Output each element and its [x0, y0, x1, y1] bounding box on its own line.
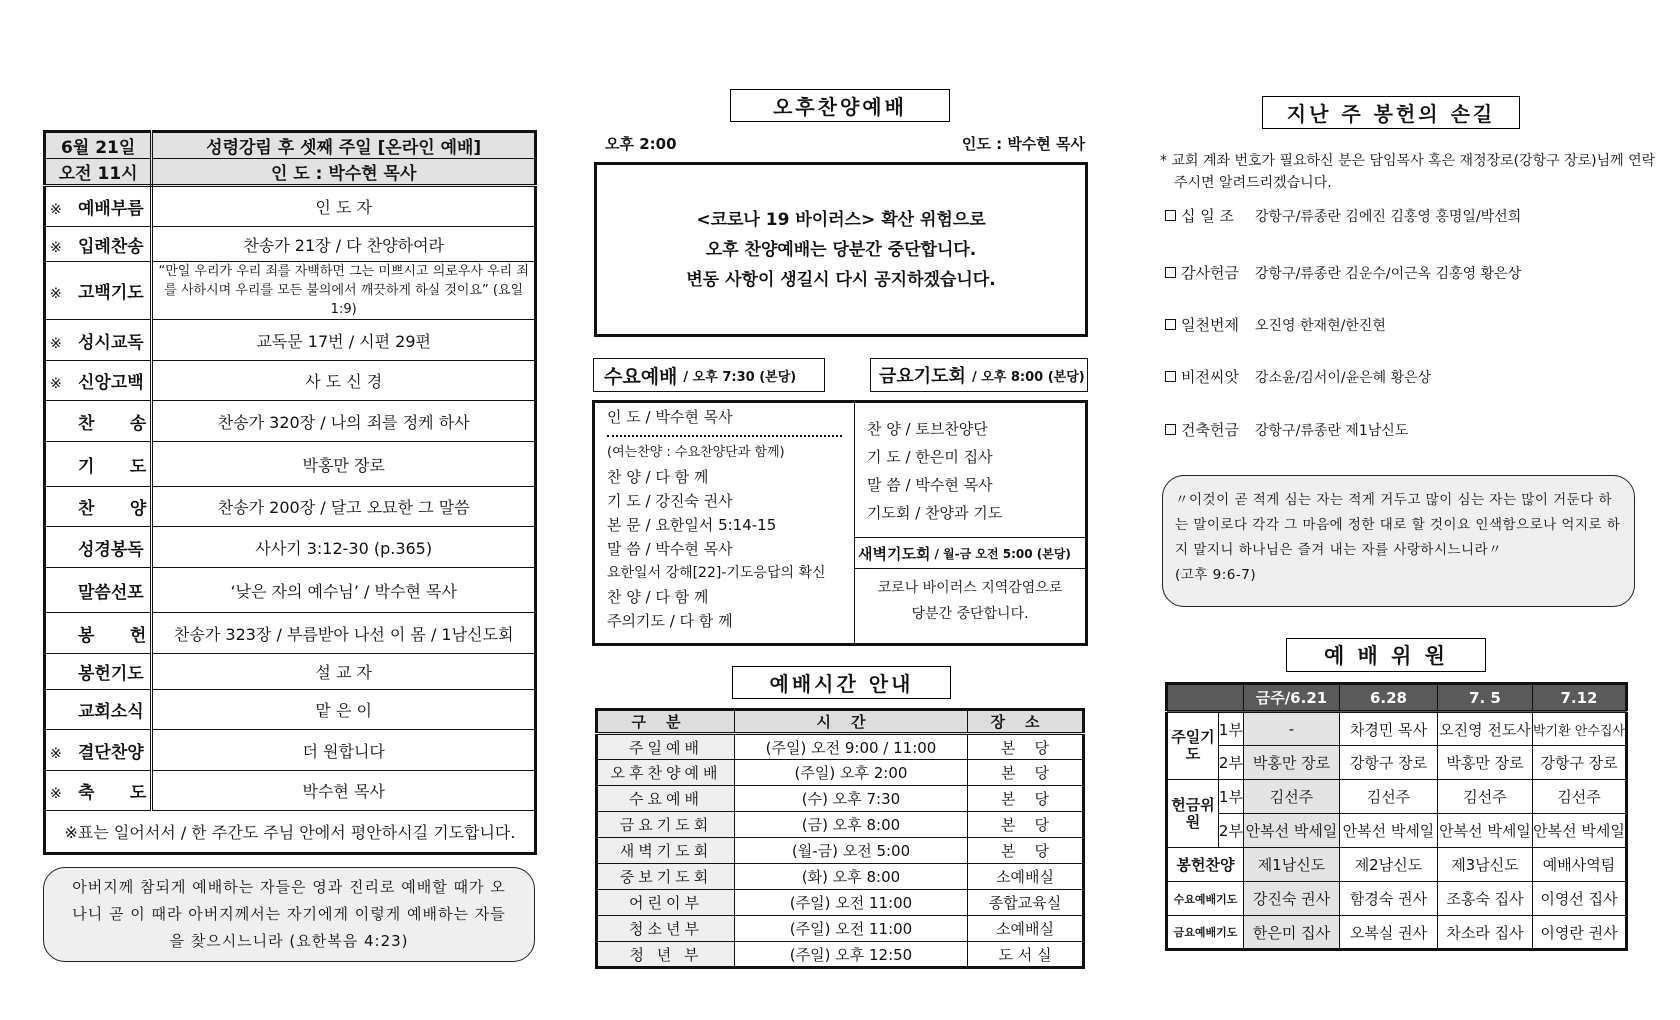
offering-names: 강소윤/김서이/윤은혜 황은상	[1255, 370, 1432, 386]
committee-cell: 오복실 권사	[1339, 916, 1437, 950]
wednesday-line: 주의기도 / 다 함 께	[607, 612, 733, 630]
friday-line: 찬 양 / 토브찬양단	[867, 420, 988, 438]
order-value: 설 교 자	[152, 654, 536, 690]
order-label-text: 입례찬송	[78, 236, 144, 257]
schedule-name: 주일예배	[597, 734, 735, 760]
order-label	[45, 690, 152, 730]
order-label	[45, 568, 152, 613]
committee-row	[1167, 848, 1627, 882]
order-label-text: 성시교독	[78, 332, 144, 353]
schedule-name: 수요예배	[597, 786, 735, 812]
order-label-text: 교회소식	[78, 702, 144, 722]
offering-label: 감사헌금	[1181, 264, 1239, 282]
schedule-place: 본 당	[968, 760, 1084, 786]
offering-names: 오진영 한재현/한진현	[1255, 318, 1386, 334]
committee-cell: 김선주	[1243, 780, 1339, 814]
order-row	[45, 487, 536, 527]
committee-cell: 박홍만 장로	[1243, 746, 1339, 780]
schedule-row	[597, 916, 1084, 942]
afternoon-leader: 인도 : 박수현 목사	[961, 135, 1085, 153]
friday-time: / 오후 8:00 (본당)	[971, 369, 1085, 385]
order-value: 박홍만 장로	[152, 442, 536, 487]
order-label-text: 결단찬양	[78, 742, 144, 763]
schedule-table	[595, 708, 1085, 969]
order-value: 더 원합니다	[152, 730, 536, 771]
row-label: 봉헌찬양	[1167, 848, 1244, 882]
friday-line: 말 씀 / 박수현 목사	[867, 476, 993, 494]
order-value: 맡 은 이	[152, 690, 536, 730]
committee-cell: 안복선 박세일	[1243, 814, 1339, 848]
dawn-title: 새벽기도회	[858, 544, 931, 563]
afternoon-notice	[594, 162, 1088, 337]
wednesday-line: 찬 양 / 다 함 께	[607, 468, 709, 486]
order-value: 사 도 신 경	[152, 361, 536, 401]
committee-cell: 강항구 장로	[1532, 746, 1626, 780]
order-label	[45, 186, 152, 227]
committee-cell: 안복선 박세일	[1437, 814, 1532, 848]
order-label-text: 성경봉독	[78, 539, 144, 560]
committee-row	[1167, 712, 1627, 746]
schedule-time: (주일) 오전 11:00	[735, 890, 968, 916]
wednesday-line: (여는찬양 : 수요찬양단과 함께)	[607, 445, 785, 460]
stand-mark: ※	[50, 376, 62, 392]
committee-cell: 한은미 집사	[1243, 916, 1339, 950]
offering-item	[1165, 205, 1521, 226]
wednesday-line: 기 도 / 강진숙 권사	[607, 492, 733, 510]
notice-line: 오후 찬양예배는 당분간 중단합니다.	[705, 239, 977, 260]
worship-order-table	[43, 130, 537, 855]
committee-date: 7.12	[1532, 684, 1626, 712]
friday-title: 금요기도회	[879, 366, 966, 387]
part-label: 1부	[1218, 780, 1243, 814]
schedule-title: 예배시간 안내	[732, 666, 951, 699]
order-label-text: 신앙고백	[78, 373, 144, 393]
verse-john: 아버지께 참되게 예배하는 자들은 영과 진리로 예배할 때가 오나니 곧 이 때라 아버지께서는 자기에게 이렇게 예배하는 자들을 찾으시느니라 (요한복음 4:23)	[43, 867, 535, 962]
schedule-row	[597, 812, 1084, 838]
notice-line: 변동 사항이 생길시 다시 공지하겠습니다.	[686, 269, 996, 290]
schedule-time: (수) 오후 7:30	[735, 786, 968, 812]
committee-cell: 차소라 집사	[1437, 916, 1532, 950]
schedule-place: 본 당	[968, 734, 1084, 760]
verse-corinthians	[1162, 475, 1635, 607]
schedule-place: 종합교육실	[968, 890, 1084, 916]
committee-cell: 제2남신도	[1339, 848, 1437, 882]
schedule-time: (월-금) 오전 5:00	[735, 838, 968, 864]
schedule-name: 어린이부	[597, 890, 735, 916]
checkbox-icon	[1165, 424, 1176, 435]
order-row	[45, 654, 536, 690]
schedule-header: 장소	[968, 710, 1084, 734]
schedule-row	[597, 760, 1084, 786]
committee-cell: 이영선 집사	[1532, 882, 1626, 916]
order-row	[45, 262, 536, 320]
order-row	[45, 442, 536, 487]
schedule-place: 본 당	[968, 838, 1084, 864]
order-row	[45, 690, 536, 730]
schedule-place: 소예배실	[968, 864, 1084, 890]
committee-cell: -	[1243, 712, 1339, 746]
schedule-name: 금요기도회	[597, 812, 735, 838]
committee-cell: 조홍숙 집사	[1437, 882, 1532, 916]
order-value: 사사기 3:12-30 (p.365)	[152, 527, 536, 568]
afternoon-time: 오후 2:00	[605, 135, 677, 153]
schedule-time: (금) 오후 8:00	[735, 812, 968, 838]
wednesday-title: 수요예배	[604, 365, 678, 388]
committee-row	[1167, 916, 1627, 950]
verse-text: 〃이것이 곧 적게 심는 자는 적게 거두고 많이 심는 자는 많이 거둔다 하는 말이로다 각각 그 마음에 정한 대로 할 것이요 인색함으로나 억지로 하지 말지니 하나님은 즐겨 내는 자를 사랑하시느니라〃	[1175, 492, 1621, 558]
committee-cell: 김선주	[1437, 780, 1532, 814]
wednesday-order	[607, 405, 847, 633]
schedule-row	[597, 734, 1084, 760]
order-label-text: 예배부름	[78, 199, 144, 219]
committee-cell: 안복선 박세일	[1532, 814, 1626, 848]
order-value: 박수현 목사	[152, 771, 536, 811]
row-label: 수요예배기도	[1167, 882, 1244, 916]
order-label	[45, 487, 152, 527]
order-label	[45, 320, 152, 361]
dawn-time: / 월-금 오전 5:00 (본당)	[934, 546, 1071, 561]
offering-label: 일천번제	[1181, 316, 1239, 334]
offering-title: 지난 주 봉헌의 손길	[1262, 96, 1520, 129]
offering-item	[1165, 366, 1431, 387]
order-value: 찬송가 21장 / 다 찬양하여라	[152, 227, 536, 262]
offering-item	[1165, 419, 1408, 440]
verse-ref: (고후 9:6-7)	[1175, 567, 1257, 583]
wednesday-line: 본 문 / 요한일서 5:14-15	[607, 516, 777, 534]
committee-date: 7. 5	[1437, 684, 1532, 712]
service-date: 6월 21일	[45, 132, 152, 159]
order-row	[45, 227, 536, 262]
committee-cell: 함경숙 권사	[1339, 882, 1437, 916]
order-row	[45, 401, 536, 442]
order-label	[45, 262, 152, 320]
order-label-text: 찬 송	[78, 413, 147, 434]
order-label	[45, 771, 152, 811]
stand-mark: ※	[50, 745, 62, 762]
order-label	[45, 442, 152, 487]
schedule-place: 도 서 실	[968, 942, 1084, 968]
order-label-text: 찬 양	[78, 499, 147, 519]
schedule-header: 시간	[735, 710, 968, 734]
schedule-time: (주일) 오전 9:00 / 11:00	[735, 734, 968, 760]
offering-item	[1165, 314, 1386, 335]
order-row	[45, 186, 536, 227]
offering-names: 강항구/류종란 김운수/이근옥 김홍영 황은상	[1255, 266, 1522, 282]
stand-mark: ※	[50, 786, 62, 802]
committee-cell: 안복선 박세일	[1339, 814, 1437, 848]
offering-note: * 교회 계좌 번호가 필요하신 분은 담임목사 혹은 재정장로(강항구 장로)님께 연락주시면 알려드리겠습니다.	[1160, 153, 1656, 191]
wednesday-line: 요한일서 강해[22]-기도응답의 확신	[607, 565, 826, 581]
checkbox-icon	[1165, 267, 1176, 278]
committee-cell: 차경민 목사	[1339, 712, 1437, 746]
service-time: 오전 11시	[45, 159, 152, 186]
wednesday-line: 찬 양 / 다 함 께	[607, 588, 709, 606]
order-row	[45, 613, 536, 654]
group-label: 헌금위원	[1167, 780, 1219, 848]
friday-order	[867, 417, 1002, 529]
order-label	[45, 361, 152, 401]
schedule-row	[597, 838, 1084, 864]
committee-cell: 김선주	[1532, 780, 1626, 814]
order-row	[45, 730, 536, 771]
committee-cell: 예배사역팀	[1532, 848, 1626, 882]
order-label-text: 봉헌기도	[78, 664, 144, 684]
part-label: 2부	[1218, 746, 1243, 780]
committee-cell: 이영란 권사	[1532, 916, 1626, 950]
offering-item	[1165, 262, 1521, 283]
schedule-header: 구분	[597, 710, 735, 734]
offering-label: 비전씨앗	[1181, 368, 1239, 386]
schedule-row	[597, 942, 1084, 968]
schedule-name: 새벽기도회	[597, 838, 735, 864]
checkbox-icon	[1165, 210, 1176, 221]
order-label-text: 축 도	[78, 783, 147, 803]
group-label: 주일기도	[1167, 712, 1219, 780]
schedule-time: (화) 오후 8:00	[735, 864, 968, 890]
checkbox-icon	[1165, 319, 1176, 330]
dawn-notice-line: 당분간 중단합니다.	[911, 606, 1029, 622]
committee-cell: 제3남신도	[1437, 848, 1532, 882]
committee-cell: 박홍만 장로	[1437, 746, 1532, 780]
committee-cell: 강진숙 권사	[1243, 882, 1339, 916]
part-label: 1부	[1218, 712, 1243, 746]
wednesday-line: 인 도 / 박수현 목사	[607, 408, 733, 426]
dawn-notice-line: 코로나 바이러스 지역감염으로	[877, 580, 1063, 596]
schedule-time: (주일) 오후 12:50	[735, 942, 968, 968]
offering-names: 강항구/류종란 김에진 김홍영 홍명일/박선희	[1255, 209, 1522, 225]
order-label	[45, 227, 152, 262]
offering-label: 건축헌금	[1181, 421, 1239, 439]
schedule-row	[597, 890, 1084, 916]
afternoon-title: 오후찬양예배	[730, 89, 950, 122]
order-label-text: 말씀선포	[78, 582, 144, 603]
committee-cell: 제1남신도	[1243, 848, 1339, 882]
schedule-row	[597, 786, 1084, 812]
order-value: 찬송가 323장 / 부름받아 나선 이 몸 / 1남신도회	[152, 613, 536, 654]
committee-cell: 박기환 안수집사	[1532, 712, 1626, 746]
order-value: 교독문 17번 / 시편 29편	[152, 320, 536, 361]
dawn-notice	[855, 575, 1085, 627]
checkbox-icon	[1165, 371, 1176, 382]
order-value: 찬송가 200장 / 달고 오묘한 그 말씀	[152, 487, 536, 527]
order-label	[45, 654, 152, 690]
service-leader: 인 도 : 박수현 목사	[152, 159, 536, 186]
order-label	[45, 730, 152, 771]
schedule-name: 청 년 부	[597, 942, 735, 968]
stand-mark: ※	[50, 202, 62, 218]
wednesday-line: 말 씀 / 박수현 목사	[607, 540, 733, 558]
committee-cell: 오진영 전도사	[1437, 712, 1532, 746]
committee-title: 예 배 위 원	[1286, 638, 1486, 672]
committee-row	[1167, 746, 1627, 780]
stand-mark: ※	[50, 239, 62, 256]
committee-row	[1167, 780, 1627, 814]
dawn-header	[855, 537, 1085, 569]
notice-line: <코로나 19 바이러스> 확산 위험으로	[696, 209, 986, 230]
order-label	[45, 527, 152, 568]
schedule-place: 소예배실	[968, 916, 1084, 942]
committee-date: 6.28	[1339, 684, 1437, 712]
order-footer: ※표는 일어서서 / 한 주간도 주님 안에서 평안하시길 기도합니다.	[45, 811, 536, 854]
order-row	[45, 771, 536, 811]
committee-cell: 강항구 장로	[1339, 746, 1437, 780]
schedule-name: 청소년부	[597, 916, 735, 942]
schedule-place: 본 당	[968, 786, 1084, 812]
order-label-text: 기 도	[78, 456, 147, 477]
schedule-time: (주일) 오전 11:00	[735, 916, 968, 942]
order-label-text: 고백기도	[78, 283, 144, 303]
order-label	[45, 401, 152, 442]
committee-row	[1167, 882, 1627, 916]
schedule-name: 오후찬양예배	[597, 760, 735, 786]
wednesday-time: / 오후 7:30 (본당)	[683, 369, 797, 385]
friday-line: 기도회 / 찬양과 기도	[867, 504, 1003, 522]
stand-mark: ※	[50, 335, 62, 352]
service-title: 성령강림 후 셋째 주일 [온라인 예배]	[152, 132, 536, 159]
order-value: 인 도 자	[152, 186, 536, 227]
wednesday-header	[593, 358, 825, 392]
schedule-name: 중보기도회	[597, 864, 735, 890]
order-value: 찬송가 320장 / 나의 죄를 정케 하사	[152, 401, 536, 442]
schedule-row	[597, 864, 1084, 890]
friday-line: 기 도 / 한은미 집사	[867, 448, 993, 466]
stand-mark: ※	[50, 286, 62, 302]
order-label	[45, 613, 152, 654]
committee-date: 금주/6.21	[1243, 684, 1339, 712]
offering-label: 십 일 조	[1181, 207, 1235, 225]
order-row	[45, 361, 536, 401]
order-row	[45, 527, 536, 568]
committee-cell: 김선주	[1339, 780, 1437, 814]
friday-header	[870, 358, 1088, 392]
order-row	[45, 568, 536, 613]
schedule-place: 본 당	[968, 812, 1084, 838]
schedule-time: (주일) 오후 2:00	[735, 760, 968, 786]
committee-table	[1165, 682, 1628, 951]
committee-row	[1167, 814, 1627, 848]
order-label-text: 봉 헌	[78, 625, 147, 646]
order-value: ‘낮은 자의 예수님’ / 박수현 목사	[152, 568, 536, 613]
order-row	[45, 320, 536, 361]
row-label: 금요예배기도	[1167, 916, 1244, 950]
offering-names: 강항구/류종란 제1남신도	[1255, 423, 1409, 439]
order-value: “만일 우리가 우리 죄를 자백하면 그는 미쁘시고 의로우사 우리 죄를 사하시며 우리를 모든 불의에서 깨끗하게 하실 것이요” (요일 1:9)	[152, 262, 536, 320]
part-label: 2부	[1218, 814, 1243, 848]
weekday-services-box	[592, 400, 1088, 646]
